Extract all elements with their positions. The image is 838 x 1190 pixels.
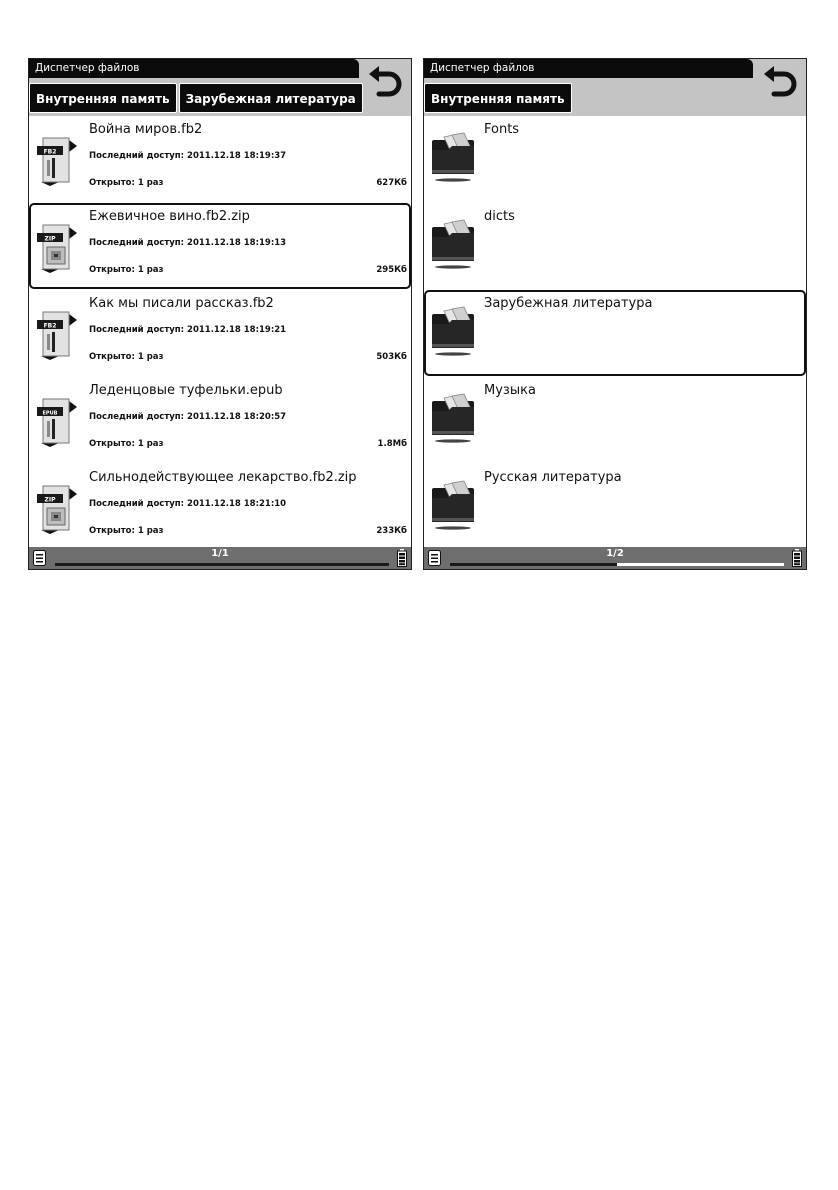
file-icon-label: ZIP (44, 235, 56, 243)
folder-icon (430, 219, 478, 271)
page-progress-fill (55, 563, 389, 566)
file-item[interactable] (29, 377, 411, 463)
file-size: 1.8Мб (377, 439, 407, 449)
file-name: Война миров.fb2 (89, 122, 203, 137)
app-title: Диспетчер файлов (29, 59, 359, 78)
file-item[interactable] (29, 290, 411, 376)
folder-list (424, 116, 806, 549)
fb2-file-icon (35, 310, 81, 360)
folder-item[interactable] (424, 203, 806, 289)
battery-icon (792, 549, 802, 567)
zip-file-icon (35, 484, 81, 534)
status-bar (29, 547, 411, 569)
file-list (29, 116, 411, 549)
file-size: 233Кб (376, 526, 407, 536)
folder-name: Русская литература (484, 470, 622, 485)
page-progress-bar[interactable] (450, 563, 784, 566)
file-item[interactable] (29, 116, 411, 202)
file-name: Ежевичное вино.fb2.zip (89, 209, 250, 224)
file-icon-label: FB2 (43, 148, 57, 156)
page-indicator: 1/2 (606, 548, 624, 559)
status-bar (424, 547, 806, 569)
app-title: Диспетчер файлов (424, 59, 753, 78)
file-name: Сильнодействующее лекарство.fb2.zip (89, 470, 357, 485)
file-open-count: Открыто: 1 раз (89, 178, 164, 188)
file-size: 295Кб (376, 265, 407, 275)
page-indicator: 1/1 (211, 548, 229, 559)
file-last-access: Последний доступ: 2011.12.18 18:19:37 (89, 151, 287, 161)
back-icon[interactable] (762, 65, 798, 101)
file-open-count: Открыто: 1 раз (89, 526, 164, 536)
folder-name: Зарубежная литература (484, 296, 653, 311)
file-name: Как мы писали рассказ.fb2 (89, 296, 274, 311)
folder-icon (430, 393, 478, 445)
battery-icon (397, 549, 407, 567)
epub-file-icon (35, 397, 81, 447)
zip-file-icon (35, 223, 81, 273)
folder-name: dicts (484, 209, 515, 224)
file-manager-screen-left (28, 58, 412, 570)
breadcrumb (29, 83, 365, 113)
folder-item[interactable] (424, 377, 806, 463)
folder-item[interactable] (424, 116, 806, 202)
file-size: 503Кб (376, 352, 407, 362)
header-bar (29, 59, 411, 116)
file-last-access: Последний доступ: 2011.12.18 18:20:57 (89, 412, 287, 422)
file-icon-label: FB2 (43, 322, 57, 330)
file-open-count: Открыто: 1 раз (89, 439, 164, 449)
file-manager-screen-right (423, 58, 807, 570)
folder-icon (430, 306, 478, 358)
page-progress-fill (450, 563, 617, 566)
folder-icon (430, 132, 478, 184)
back-icon[interactable] (367, 65, 403, 101)
file-open-count: Открыто: 1 раз (89, 265, 164, 275)
file-name: Леденцовые туфельки.epub (89, 383, 283, 398)
header-bar (424, 59, 806, 116)
page-progress-bar[interactable] (55, 563, 389, 566)
folder-icon (430, 480, 478, 532)
file-last-access: Последний доступ: 2011.12.18 18:19:13 (89, 238, 287, 248)
folder-item-selected[interactable] (424, 290, 806, 376)
folder-item[interactable] (424, 464, 806, 550)
file-icon-label: EPUB (42, 410, 58, 417)
breadcrumb-foreign-literature[interactable]: Зарубежная литература (179, 83, 363, 113)
file-last-access: Последний доступ: 2011.12.18 18:21:10 (89, 499, 287, 509)
breadcrumb-internal-memory[interactable]: Внутренняя память (424, 83, 572, 113)
file-icon-label: ZIP (44, 496, 56, 504)
breadcrumb-internal-memory[interactable]: Внутренняя память (29, 83, 177, 113)
folder-name: Fonts (484, 122, 520, 137)
file-item[interactable] (29, 464, 411, 550)
file-open-count: Открыто: 1 раз (89, 352, 164, 362)
file-item-selected[interactable] (29, 203, 411, 289)
file-size: 627Кб (376, 178, 407, 188)
fb2-file-icon (35, 136, 81, 186)
breadcrumb (424, 83, 574, 113)
folder-name: Музыка (484, 383, 536, 398)
file-last-access: Последний доступ: 2011.12.18 18:19:21 (89, 325, 287, 335)
